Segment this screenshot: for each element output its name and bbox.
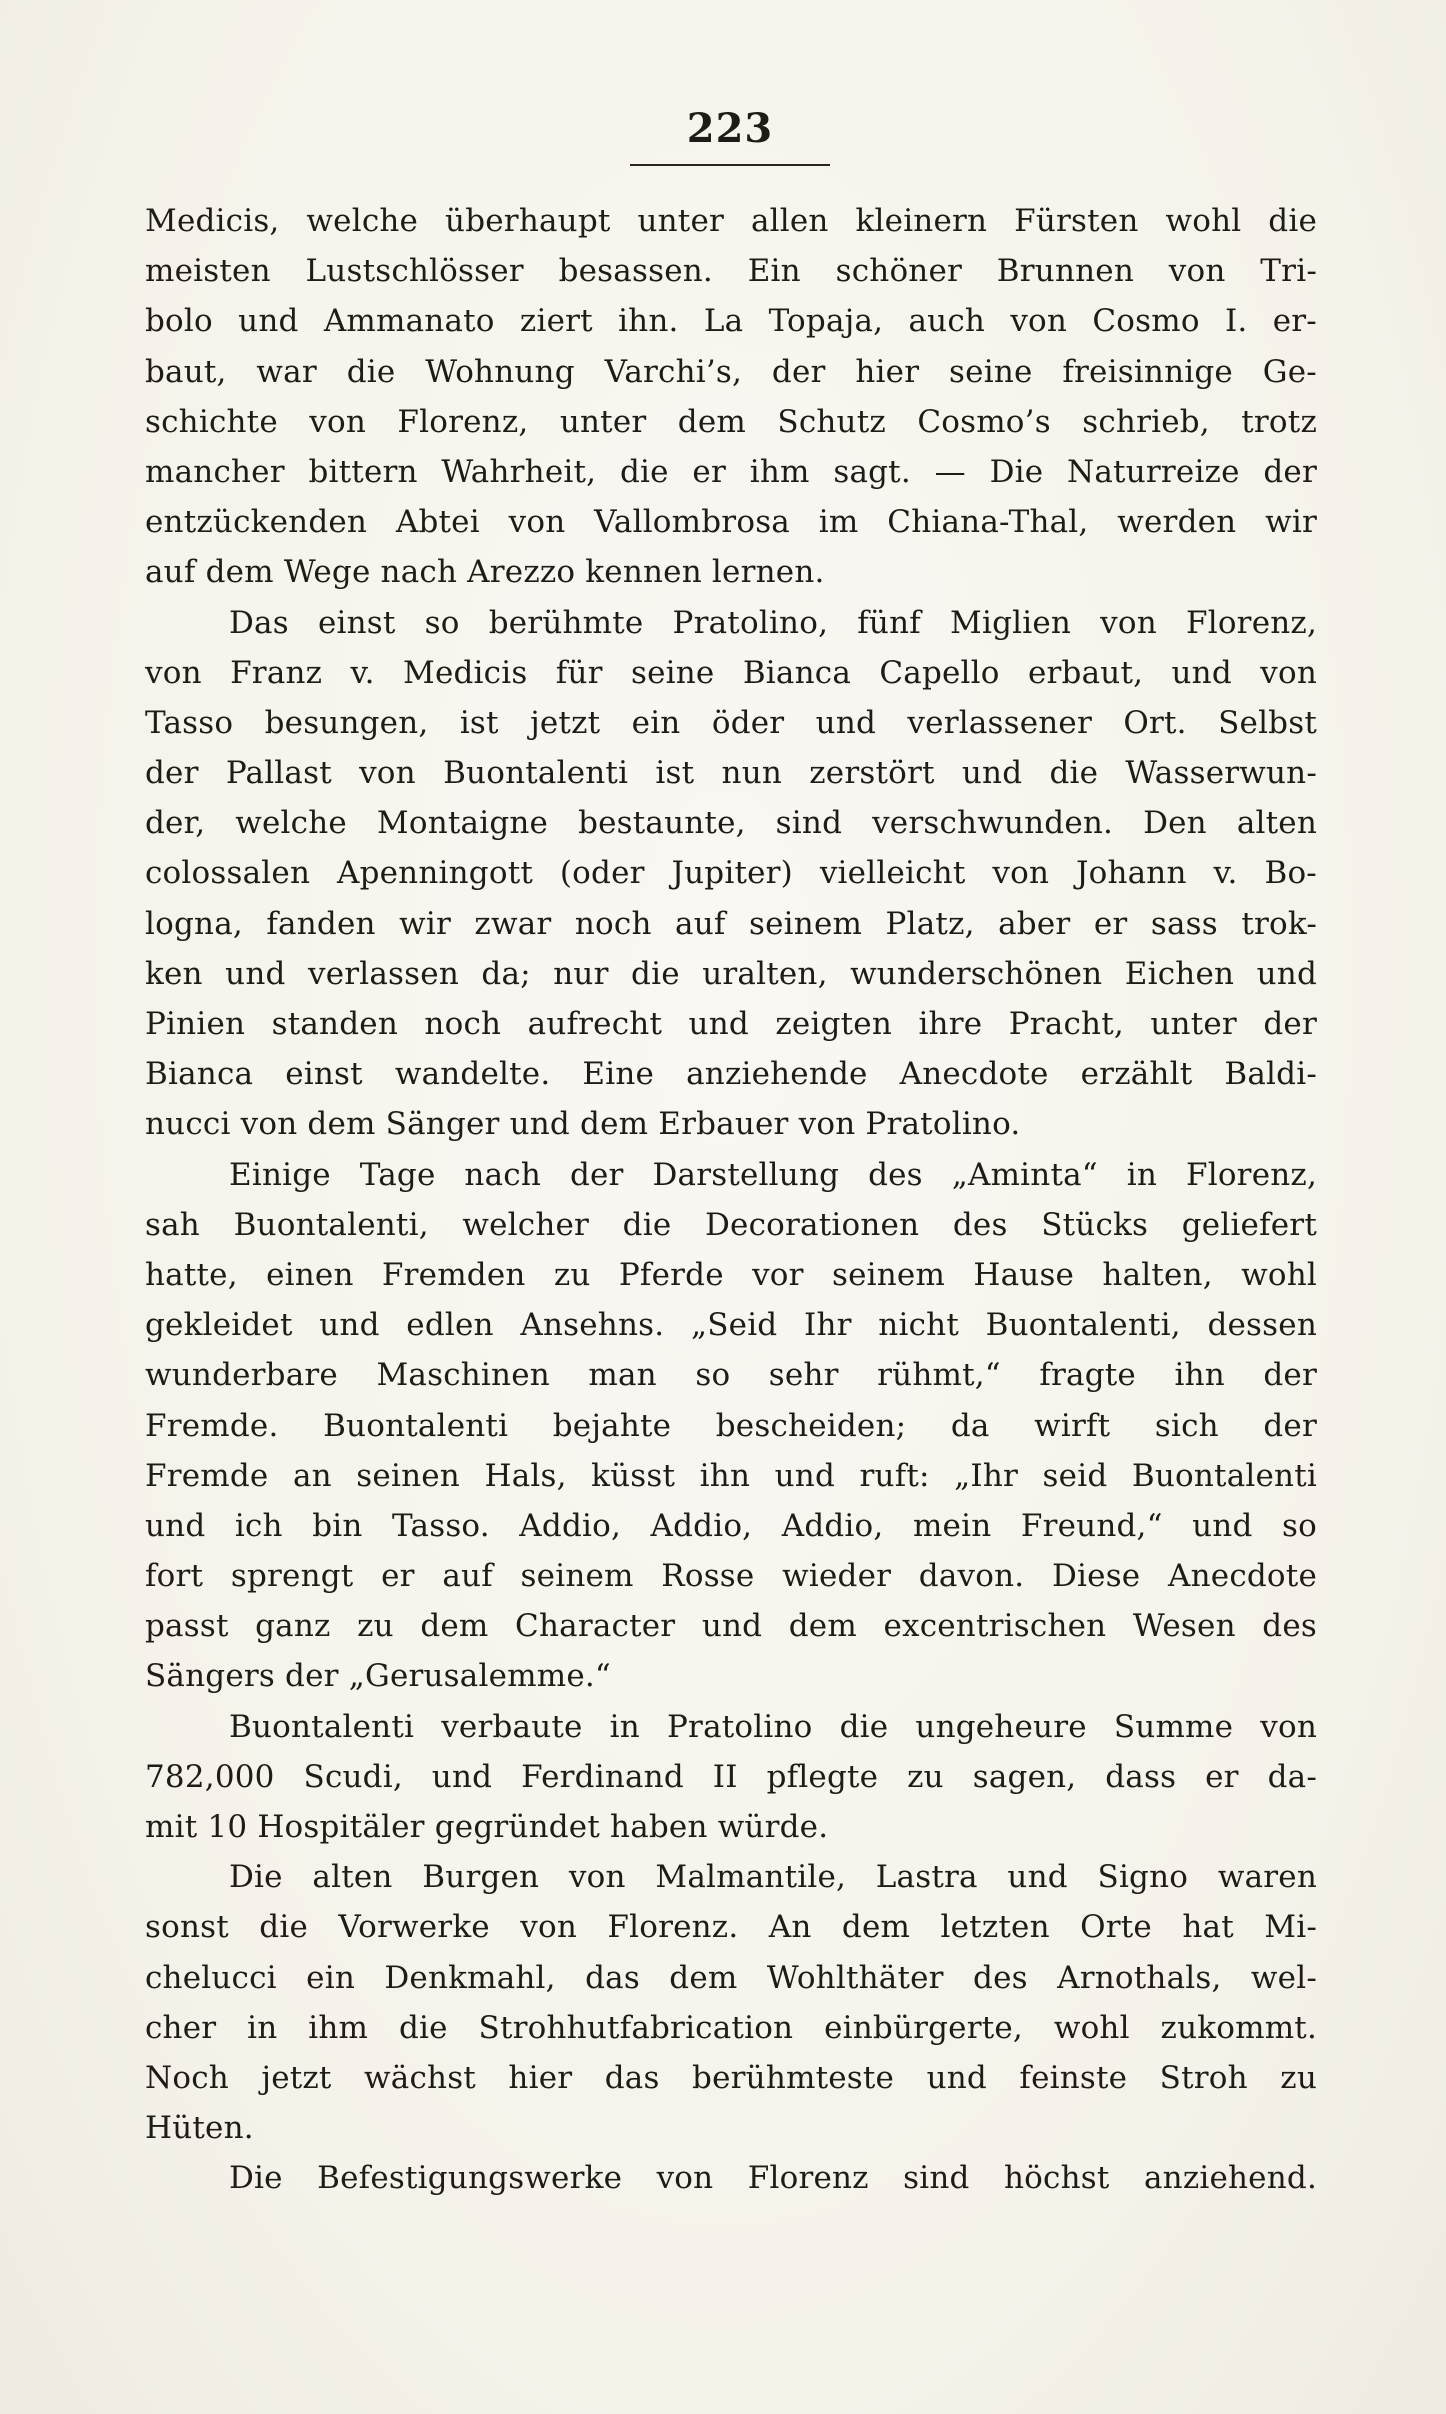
text-line: Pinien standen noch aufrecht und zeigten ihre Pracht, unter der [145, 1006, 1317, 1042]
text-line: Die Befestigungswerke von Florenz sind höchst anziehend. [229, 2160, 1317, 2197]
text-line: von Franz v. Medicis für seine Bianca Capello erbaut, und von [145, 654, 1317, 691]
text-line: wunderbare Maschinen man so sehr rühmt,“ fragte ihn der [145, 1357, 1317, 1394]
text-line: sah Buontalenti, welcher die Decorationen des Stücks geliefert [145, 1206, 1317, 1243]
text-line: logna, fanden wir zwar noch auf seinem Platz, aber er sass trok- [145, 905, 1317, 942]
text-line: nucci von dem Sänger und dem Erbauer von Pratolino. [145, 1106, 1021, 1143]
text-line: cher in ihm die Strohhutfabrication einbürgerte, wohl zukommt. [145, 2009, 1317, 2046]
text-line: entzückenden Abtei von Vallombrosa im Chiana-Thal, werden wir [145, 504, 1317, 541]
text-line: hatte, einen Fremden zu Pferde vor seinem Hause halten, wohl [145, 1256, 1317, 1293]
text-line: passt ganz zu dem Character und dem excentrischen Wesen des [145, 1608, 1317, 1645]
text-line: ken und verlassen da; nur die uralten, wunderschönen Eichen und [145, 955, 1317, 992]
header-rule [630, 164, 830, 166]
text-line: mit 10 Hospitäler gegründet haben würde. [145, 1809, 829, 1845]
text-line: gekleidet und edlen Ansehns. „Seid Ihr nicht Buontalenti, dessen [145, 1307, 1317, 1344]
page-number: 223 [686, 105, 774, 152]
text-line: Buontalenti verbaute in Pratolino die ungeheure Summe von [229, 1708, 1317, 1745]
text-line: Medicis, welche überhaupt unter allen kleinern Fürsten wohl die [145, 203, 1317, 239]
text-line: fort sprengt er auf seinem Rosse wieder davon. Diese Anecdote [145, 1558, 1317, 1595]
text-line: baut, war die Wohnung Varchi’s, der hier seine freisinnige Ge- [145, 353, 1317, 390]
text-line: Einige Tage nach der Darstellung des „Aminta“ in Florenz, [229, 1156, 1317, 1193]
text-line: auf dem Wege nach Arezzo kennen lernen. [145, 554, 825, 591]
text-line: 782,000 Scudi, und Ferdinand II pflegte zu sagen, dass er da- [145, 1758, 1317, 1795]
text-line: bolo und Ammanato ziert ihn. La Topaja, auch von Cosmo I. er- [145, 303, 1317, 340]
text-line: Bianca einst wandelte. Eine anziehende Anecdote erzählt Baldi- [145, 1056, 1317, 1093]
body-text [145, 196, 1317, 2204]
text-line: Noch jetzt wächst hier das berühmteste und feinste Stroh zu [145, 2059, 1317, 2096]
text-line: Die alten Burgen von Malmantile, Lastra und Signo waren [229, 1859, 1317, 1896]
text-line: colossalen Apenningott (oder Jupiter) vielleicht von Johann v. Bo- [145, 855, 1317, 892]
text-line: chelucci ein Denkmahl, das dem Wohlthäter des Arnothals, wel- [145, 1959, 1317, 1996]
text-line: und ich bin Tasso. Addio, Addio, Addio, mein Freund,“ und so [145, 1507, 1317, 1544]
text-line: schichte von Florenz, unter dem Schutz Cosmo’s schrieb, trotz [145, 403, 1317, 440]
text-line: mancher bittern Wahrheit, die er ihm sagt. — Die Naturreize der [145, 453, 1317, 490]
text-line: Sängers der „Gerusalemme.“ [145, 1658, 611, 1695]
text-line: sonst die Vorwerke von Florenz. An dem letzten Orte hat Mi- [145, 1909, 1317, 1946]
text-line: meisten Lustschlösser besassen. Ein schöner Brunnen von Tri- [145, 253, 1317, 290]
text-line: Tasso besungen, ist jetzt ein öder und verlassener Ort. Selbst [145, 704, 1317, 741]
text-line: Das einst so berühmte Pratolino, fünf Miglien von Florenz, [229, 604, 1317, 641]
text-line: der Pallast von Buontalenti ist nun zerstört und die Wasserwun- [145, 755, 1317, 792]
text-line: der, welche Montaigne bestaunte, sind verschwunden. Den alten [145, 805, 1317, 842]
text-line: Hüten. [145, 2110, 254, 2147]
text-line: Fremde. Buontalenti bejahte bescheiden; da wirft sich der [145, 1407, 1317, 1444]
text-line: Fremde an seinen Hals, küsst ihn und ruft: „Ihr seid Buontalenti [145, 1457, 1317, 1494]
